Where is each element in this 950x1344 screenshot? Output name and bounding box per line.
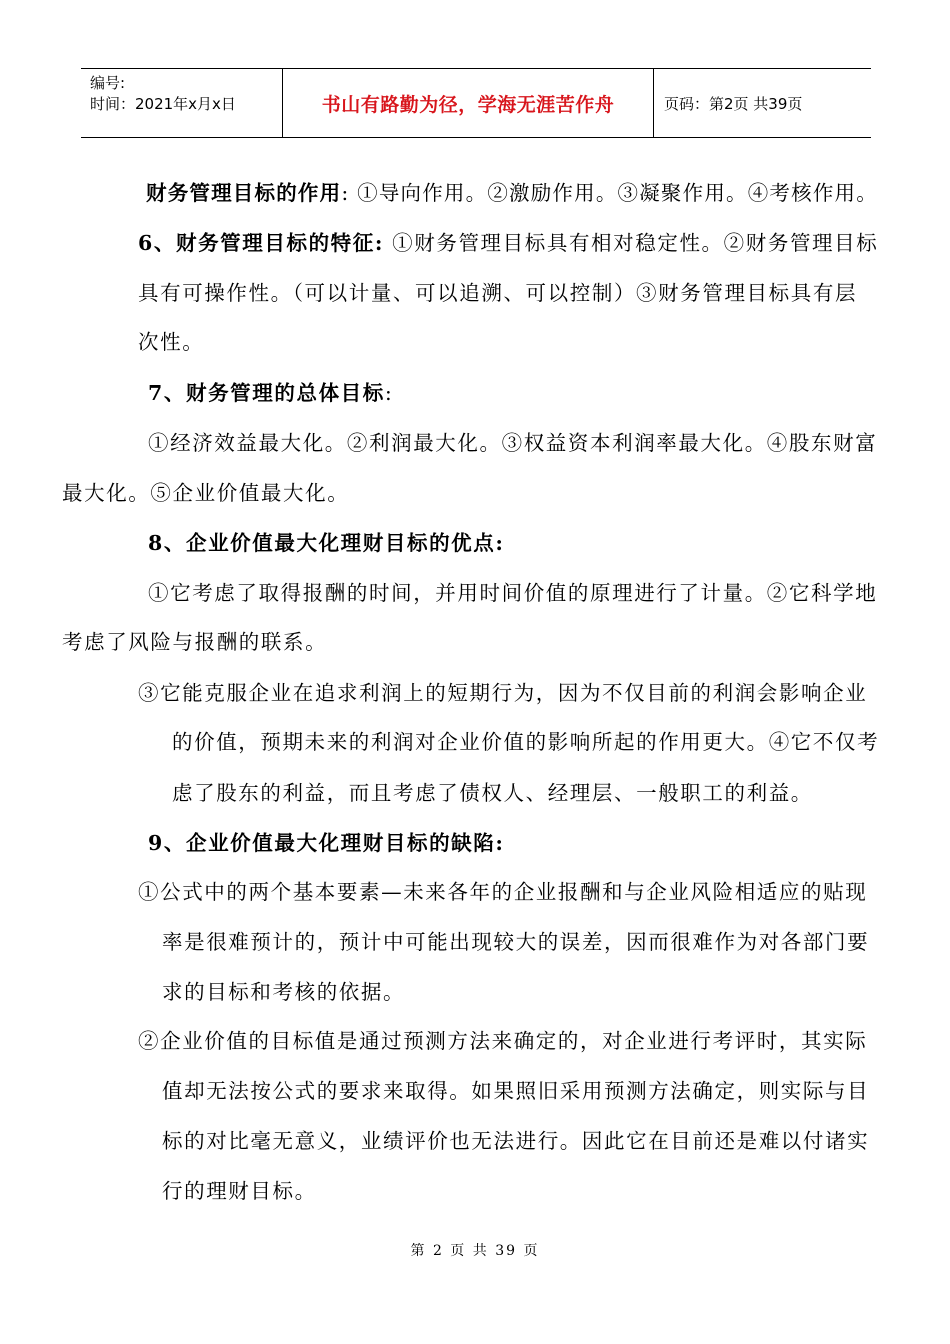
motto: 书山有路勤为径，学海无涯苦作舟 <box>321 93 615 116</box>
text-line: 考虑了风险与报酬的联系。 <box>62 630 328 654</box>
text-line: ①经济效益最大化。②利润最大化。③权益资本利润率最大化。④股东财富 <box>148 431 878 455</box>
section-heading: 8、企业价值最大化理财目标的优点: <box>148 531 505 555</box>
page-info-cell <box>654 69 871 137</box>
section-heading: 7、财务管理的总体目标: <box>148 381 394 405</box>
text-line: 率是很难预计的，预计中可能出现较大的误差，因而很难作为对各部门要 <box>162 930 870 954</box>
date-label: 时间：2021年x月x日 <box>90 95 236 113</box>
text-line: ①它考虑了取得报酬的时间，并用时间价值的原理进行了计量。②它科学地 <box>148 581 878 605</box>
motto-cell <box>283 69 654 137</box>
text-line: ②企业价值的目标值是通过预测方法来确定的，对企业进行考评时，其实际 <box>138 1029 868 1053</box>
header-table <box>81 68 871 138</box>
text-line: 虑了股东的利益，而且考虑了债权人、经理层、一般职工的利益。 <box>172 781 813 805</box>
text-line: 最大化。⑤企业价值最大化。 <box>62 481 350 505</box>
text-line: 财务管理目标的作用: ①导向作用。②激励作用。③凝聚作用。④考核作用。 <box>146 181 878 205</box>
text-line: 次性。 <box>138 330 205 354</box>
text-line: 6、财务管理目标的特征: ①财务管理目标具有相对稳定性。②财务管理目标 <box>138 231 879 255</box>
page-info: 页码：第2页 共39页 <box>664 94 803 113</box>
text-line: ①公式中的两个基本要素—未来各年的企业报酬和与企业风险相适应的贴现 <box>138 880 868 904</box>
text-line: 值却无法按公式的要求来取得。如果照旧采用预测方法确定，则实际与目 <box>162 1079 870 1103</box>
text-line: 求的目标和考核的依据。 <box>162 980 406 1004</box>
section-heading: 9、企业价值最大化理财目标的缺陷: <box>148 831 505 855</box>
text-line: 标的对比毫无意义，业绩评价也无法进行。因此它在目前还是难以付诸实 <box>162 1129 870 1153</box>
number-label: 编号: <box>90 74 126 92</box>
text-line: 的价值，预期未来的利润对企业价值的影响所起的作用更大。④它不仅考 <box>172 730 880 754</box>
page-footer: 第 2 页 共 39 页 <box>410 1243 540 1259</box>
text-line: ③它能克服企业在追求利润上的短期行为，因为不仅目前的利润会影响企业 <box>138 681 868 705</box>
header-meta-cell <box>81 69 283 137</box>
text-line: 行的理财目标。 <box>162 1179 317 1203</box>
text-line: 具有可操作性。（可以计量、可以追溯、可以控制）③财务管理目标具有层 <box>138 281 858 305</box>
